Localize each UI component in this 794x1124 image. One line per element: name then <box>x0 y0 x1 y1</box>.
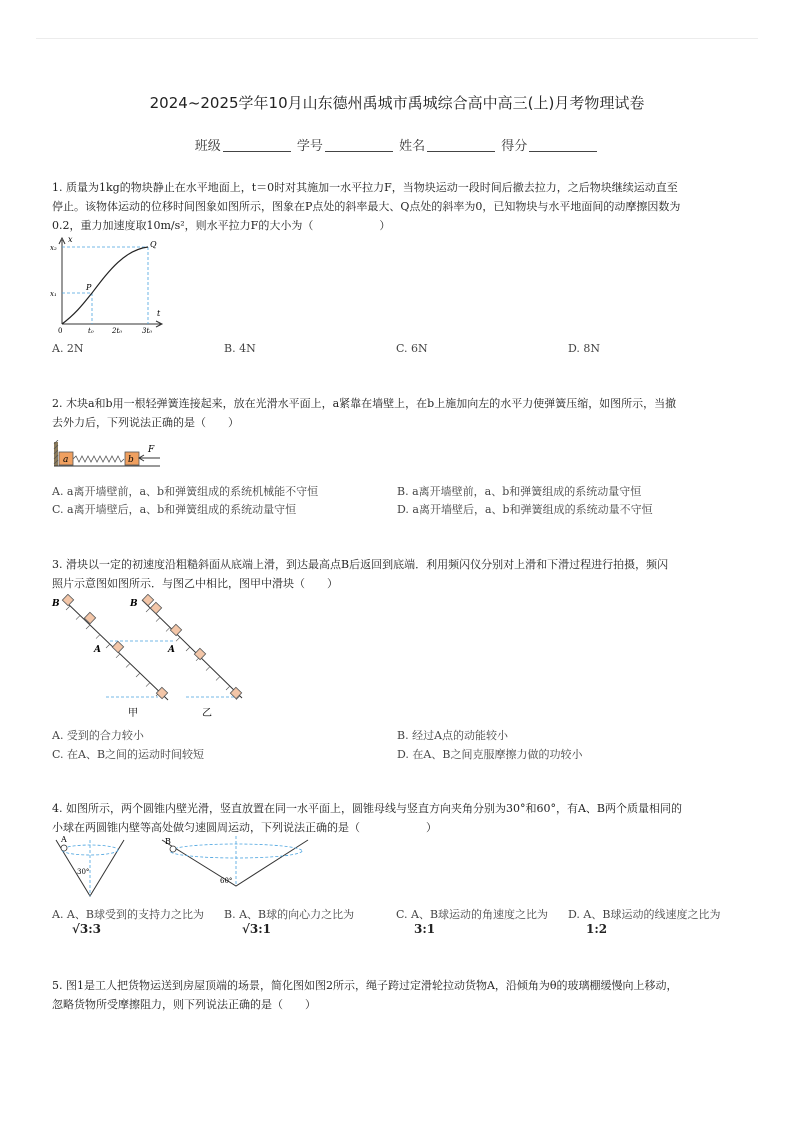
question-4-option-a-value: √3:3 <box>72 922 102 936</box>
question-3-line-1: 3. 滑块以一定的初速度沿粗糙斜面从底端上滑，到达最高点B后返回到底端．利用频闪仪分别对上滑和下滑过程进行拍摄，频闪 <box>52 558 669 571</box>
graph-tick-3t0: 3t₀ <box>142 327 153 334</box>
question-5-line-2: 忽略货物所受摩擦阻力，则下列说法正确的是（ ） <box>52 998 316 1011</box>
page-title: 2024~2025学年10月山东德州禹城市禹城综合高中高三(上)月考物理试卷 <box>149 94 645 112</box>
question-3 <box>52 555 742 593</box>
block-a-label: a <box>63 455 69 465</box>
question-1-line-3: 0.2，重力加速度取10m/s²，则水平拉力F的大小为（ ） <box>52 219 391 232</box>
score-blank[interactable] <box>529 139 597 152</box>
graph-point-p: P <box>86 283 92 292</box>
question-3-line-2: 照片示意图如图所示．与图乙中相比，图甲中滑块（ ） <box>52 577 338 590</box>
graph-tick-2t0: 2t₀ <box>112 327 123 334</box>
question-4-option-d[interactable] <box>568 906 720 936</box>
angle-a-label: 30° <box>77 868 90 876</box>
question-3-option-b[interactable]: B. 经过A点的动能较小 <box>397 729 509 742</box>
graph-y-axis-label: x <box>68 235 73 244</box>
question-4-line-1: 4. 如图所示，两个圆锥内壁光滑，竖直放置在同一水平面上，圆锥母线与竖直方向夹角分别为30°和60°，有A、B两个质量相同的 <box>52 802 683 815</box>
question-1-xt-graph <box>48 234 168 334</box>
question-4-option-b-text: B. A、B球的向心力之比为 <box>224 908 355 921</box>
incline-jia-point-a: A <box>94 645 101 655</box>
question-4-option-a[interactable] <box>52 906 204 936</box>
figure-label-jia: 甲 <box>128 708 138 719</box>
question-4-option-b[interactable] <box>224 906 354 936</box>
score-label: 得分 <box>501 139 528 154</box>
question-2 <box>52 394 742 432</box>
header-divider <box>36 38 758 39</box>
block-b-label: b <box>128 455 134 465</box>
question-5 <box>52 976 742 1014</box>
number-label: 学号 <box>296 139 323 154</box>
question-4-option-d-value: 1:2 <box>586 922 608 936</box>
question-1-option-d[interactable]: D. 8N <box>568 342 601 355</box>
ball-a-label: A <box>61 836 67 844</box>
question-4-option-c-value: 3:1 <box>414 922 436 936</box>
question-4 <box>52 799 742 837</box>
ball-b-label: B <box>165 837 171 846</box>
question-2-option-d[interactable]: D. a离开墙壁后，a、b和弹簧组成的系统动量不守恒 <box>397 503 653 516</box>
figure-label-yi: 乙 <box>202 708 212 719</box>
question-2-line-1: 2. 木块a和b用一根轻弹簧连接起来，放在光滑水平面上，a紧靠在墙壁上，在b上施加向左的水平力使弹簧压缩，如图所示，当撤 <box>52 397 677 410</box>
question-1-line-1: 1. 质量为1kg的物块静止在水平地面上，t＝0时对其施加一水平拉力F，当物块运动一段时间后撤去拉力，之后物块继续运动直至 <box>52 181 678 194</box>
graph-point-q: Q <box>150 240 157 249</box>
question-2-spring-figure <box>52 440 164 470</box>
question-3-option-c[interactable]: C. 在A、B之间的运动时间较短 <box>52 748 205 761</box>
question-1-line-2: 停止。该物体运动的位移时间图象如图所示，图象在P点处的斜率最大、Q点处的斜率为0，已知物块与水平地面间的动摩擦因数为 <box>52 200 681 213</box>
question-4-line-2: 小球在两圆锥内壁等高处做匀速圆周运动，下列说法正确的是（ ） <box>52 821 437 834</box>
question-1-option-b[interactable]: B. 4N <box>224 342 256 355</box>
question-1-option-a[interactable]: A. 2N <box>52 342 84 355</box>
incline-yi-point-b: B <box>130 599 138 609</box>
graph-tick-t0: t₀ <box>88 327 94 334</box>
class-blank[interactable] <box>223 139 291 152</box>
name-blank[interactable] <box>427 139 495 152</box>
question-4-option-a-text: A. A、B球受到的支持力之比为 <box>52 908 204 921</box>
question-4-option-c[interactable] <box>396 906 548 936</box>
question-4-option-c-text: C. A、B球运动的角速度之比为 <box>396 908 549 921</box>
question-2-option-b[interactable]: B. a离开墙壁前，a、b和弹簧组成的系统动量守恒 <box>397 485 642 498</box>
graph-x-axis-label: t <box>157 309 161 318</box>
graph-tick-x1: x₁ <box>50 290 57 298</box>
graph-origin: 0 <box>58 327 63 334</box>
question-5-line-1: 5. 图1是工人把货物运送到房屋顶端的场景，简化图如图2所示，绳子跨过定滑轮拉动货物A，沿倾角为θ的玻璃棚缓慢向上移动， <box>52 979 678 992</box>
question-3-option-d[interactable]: D. 在A、B之间克服摩擦力做的功较小 <box>397 748 583 761</box>
force-f-label: F <box>148 445 155 455</box>
number-blank[interactable] <box>325 139 393 152</box>
angle-b-label: 60° <box>220 877 233 885</box>
graph-tick-x2: x₂ <box>50 244 57 252</box>
question-2-option-c[interactable]: C. a离开墙壁后，a、b和弹簧组成的系统动量守恒 <box>52 503 297 516</box>
name-label: 姓名 <box>399 139 426 154</box>
question-3-incline-figure <box>50 594 250 722</box>
class-label: 班级 <box>194 139 221 154</box>
question-3-option-a[interactable]: A. 受到的合力较小 <box>52 729 144 742</box>
incline-jia-point-b: B <box>52 599 60 609</box>
question-2-line-2: 去外力后，下列说法正确的是（ ） <box>52 416 239 429</box>
question-1 <box>52 178 742 235</box>
question-4-cone-figure <box>52 836 312 900</box>
question-4-option-d-text: D. A、B球运动的线速度之比为 <box>568 908 721 921</box>
question-1-option-c[interactable]: C. 6N <box>396 342 428 355</box>
student-info-fields <box>0 135 794 154</box>
question-4-option-b-value: √3:1 <box>242 922 272 936</box>
question-2-option-a[interactable]: A. a离开墙壁前，a、b和弹簧组成的系统机械能不守恒 <box>52 485 319 498</box>
incline-yi-point-a: A <box>168 645 175 655</box>
